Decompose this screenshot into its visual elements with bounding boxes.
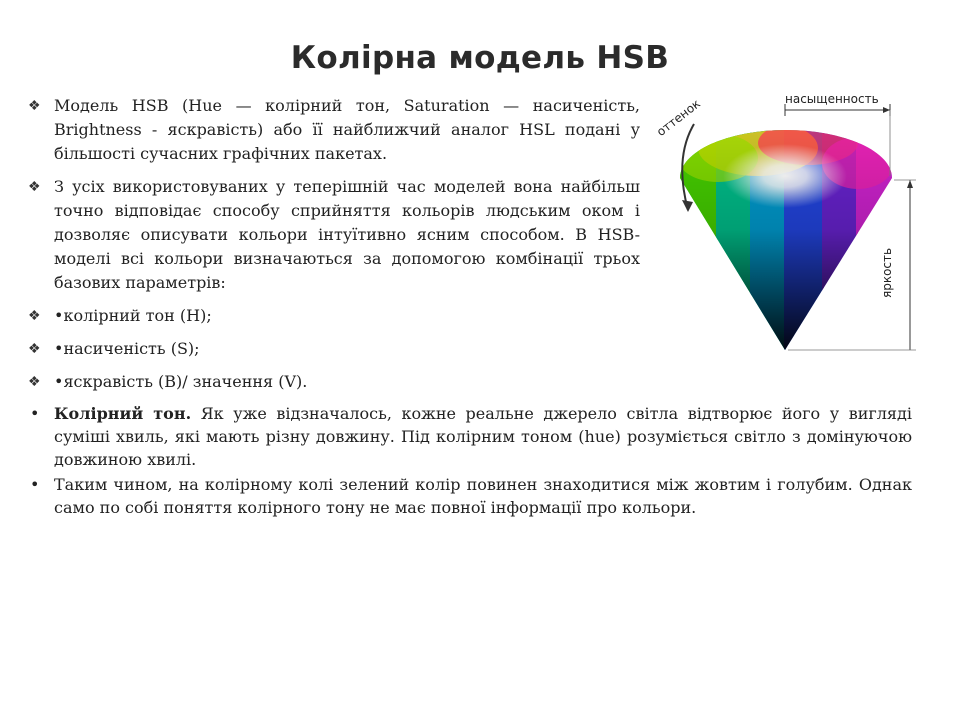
dot-bullet-icon: • [30, 404, 40, 423]
list-item [28, 337, 640, 361]
slide-title: Колірна модель HSB [290, 40, 670, 76]
list-item [28, 370, 640, 394]
dot-bullet-icon: • [30, 475, 40, 494]
list-item [28, 175, 640, 295]
list-item-text: З усіх використовуваних у теперішній час моделей вона найбільш точно відповідає способу сприйняття кольорів людським оком і дозволяє описувати кольори інтуїтивно ясним способом. В HSB-моделі всі кольори визначаються за допомогою комбінації трьох базових параметрів: [54, 177, 640, 292]
diamond-bullet-icon: ❖ [28, 374, 41, 390]
diamond-bullet-icon: ❖ [28, 179, 41, 195]
diamond-bullet-icon: ❖ [28, 308, 41, 324]
list-item-heading: Колірний тон. [54, 404, 192, 423]
list-item [28, 94, 640, 166]
brightness-label: яркость [880, 247, 894, 298]
hsb-cone-diagram [648, 88, 930, 364]
dot-bullet-list [28, 402, 912, 521]
list-item-text: •колірний тон (H); [54, 306, 212, 325]
cone-body [678, 120, 896, 356]
list-item [28, 402, 912, 471]
hsb-cone-figure [648, 88, 930, 364]
list-item-text: Модель HSB (Hue — колірний тон, Saturation — насиченість, Brightness - яскравість) або її найближчий аналог HSL подані у більшості сучасних графічних пакетах. [54, 96, 640, 163]
diamond-bullet-icon: ❖ [28, 341, 41, 357]
list-item [28, 304, 640, 328]
hue-label: оттенок [654, 96, 703, 140]
list-item-text: •насиченість (S); [54, 339, 200, 358]
diamond-bullet-list [28, 94, 640, 403]
list-item-text: Як уже відзначалось, кожне реальне джерело світла відтворює його у вигляді суміші хвиль, які мають різну довжину. Під колірним тоном (hue) розуміється світло з домінуючою довжиною хвилі. [54, 404, 912, 469]
saturation-label: насыщенность [785, 92, 879, 106]
list-item-text: •яскравість (B)/ значення (V). [54, 372, 308, 391]
diamond-bullet-icon: ❖ [28, 98, 41, 114]
list-item-text: Таким чином, на колірному колі зелений колір повинен знаходитися між жовтим і голубим. Однак само по собі поняття колірного тону не має повної інформації про кольори. [54, 475, 912, 517]
list-item [28, 473, 912, 519]
